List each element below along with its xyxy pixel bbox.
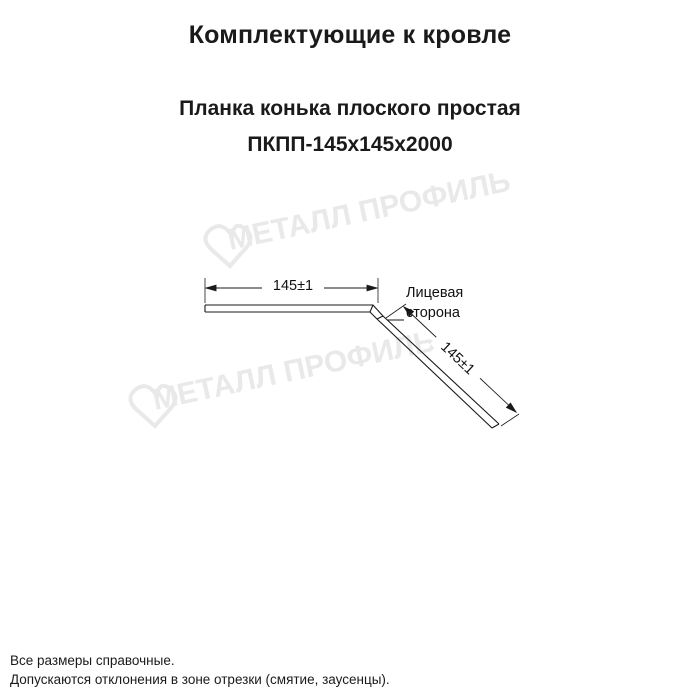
face-side-callout-line2: сторона xyxy=(406,304,460,321)
profile-bend-mark-1 xyxy=(370,305,373,312)
page-header xyxy=(0,20,700,159)
technical-drawing xyxy=(0,170,700,490)
face-side-callout-line1: Лицевая xyxy=(406,285,464,301)
profile-bend-mark-2 xyxy=(377,316,383,319)
face-side-callout xyxy=(406,284,463,323)
profile-right-cap xyxy=(492,424,499,428)
extension-line-right-diagonal xyxy=(501,414,519,426)
footer-notes xyxy=(10,651,690,690)
profile-inner-edge xyxy=(205,312,492,428)
watermark-text-top: МЕТАЛЛ ПРОФИЛЬ xyxy=(224,170,514,257)
dimension-label-top: 145±1 xyxy=(272,278,314,294)
product-code: ПКПП-145x145x2000 xyxy=(247,133,453,157)
footer-note-2: Допускаются отклонения в зоне отрезки (смятие, заусенцы). xyxy=(10,672,390,688)
product-name: Планка конька плоского простая xyxy=(179,97,521,120)
watermark-text-bottom: МЕТАЛЛ ПРОФИЛЬ xyxy=(149,324,439,417)
dimension-arrow-top-right xyxy=(367,285,377,291)
dimension-arrow-top-left xyxy=(206,285,216,291)
page-title: Комплектующие к кровле xyxy=(188,21,512,49)
dimension-label-diagonal: 145±1 xyxy=(437,338,478,379)
footer-note-1: Все размеры справочные. xyxy=(10,652,175,668)
